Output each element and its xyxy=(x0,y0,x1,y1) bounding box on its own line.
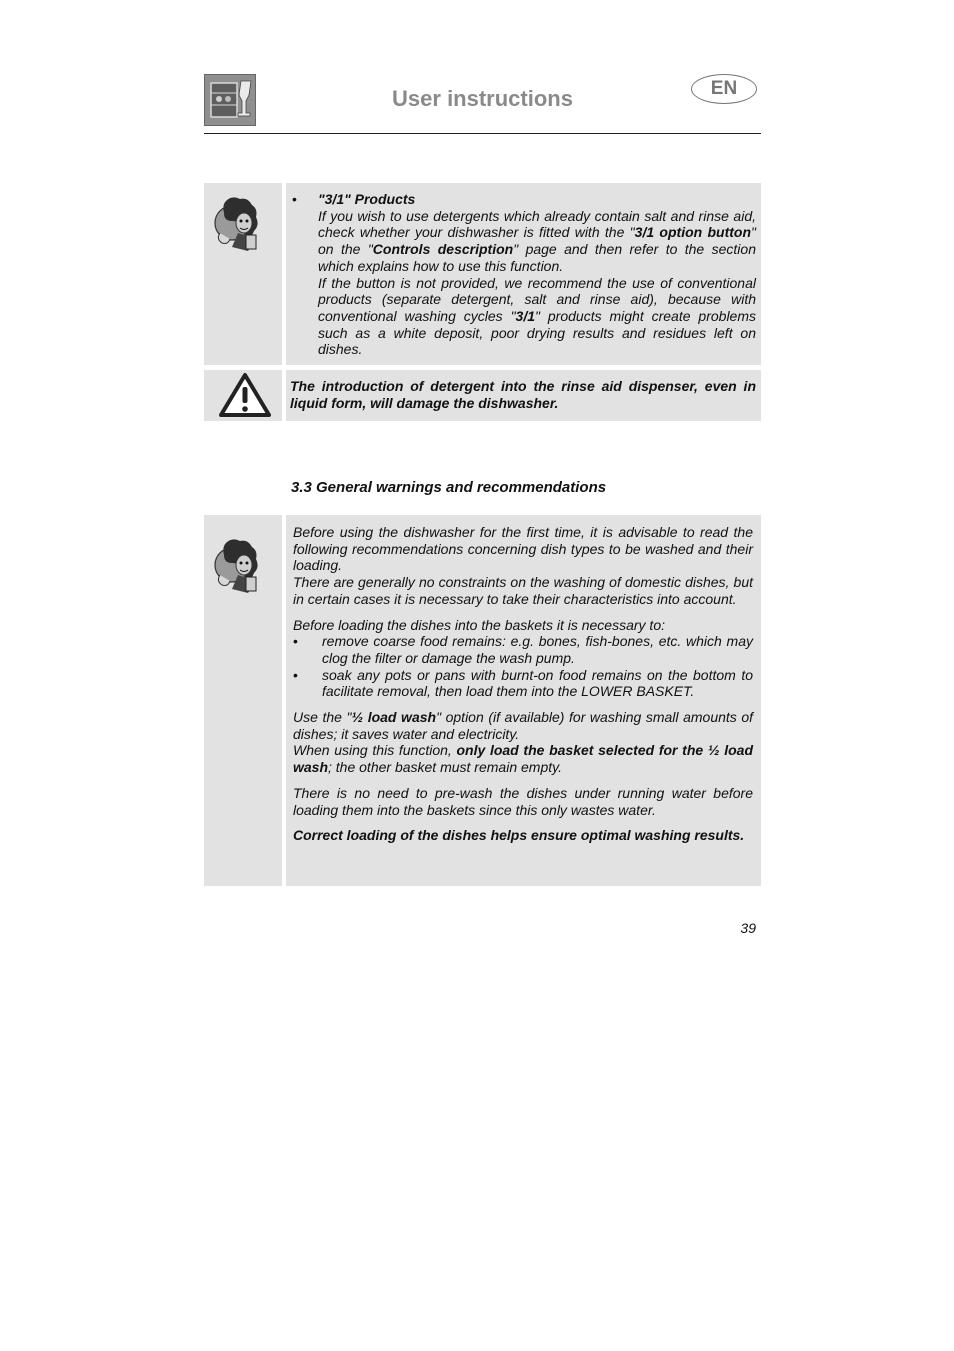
mascot-note-icon xyxy=(204,187,282,267)
general-paragraph-2: There are generally no constraints on the washing of domestic dishes, but in certain cases it is necessary to take their characteristics into account. xyxy=(293,574,753,607)
page-header xyxy=(204,72,761,134)
list-item: • remove coarse food remains: e.g. bones, fish-bones, etc. which may clog the filter or damage the wash pump. xyxy=(293,633,753,666)
general-recommendations-text xyxy=(286,515,761,886)
note-icon-cell xyxy=(204,515,282,886)
list-item: • soak any pots or pans with burnt-on food remains on the bottom to facilitate removal, then load them into the LOWER BASKET. xyxy=(293,666,753,700)
warning-triangle-icon xyxy=(218,372,272,418)
list-item xyxy=(286,191,756,358)
general-recommendations-panel xyxy=(204,515,761,886)
products-paragraph-1: If you wish to use detergents which already contain salt and rinse aid, check whether your dishwasher is fitted with the "3/1 option button" on the "Controls description" page and then refer to the section which explains how to use this function. xyxy=(318,207,756,274)
bullet-icon: • xyxy=(293,633,298,650)
products-note-panel xyxy=(204,183,761,365)
warning-icon-cell xyxy=(204,370,282,421)
products-note-text xyxy=(286,183,761,365)
general-paragraph-6: There is no need to pre-wash the dishes under running water before loading them into the baskets since this only wastes water. xyxy=(293,784,753,818)
general-paragraph-7: Correct loading of the dishes helps ensure optimal washing results. xyxy=(293,827,745,844)
section-title: 3.3 General warnings and recommendations xyxy=(291,479,607,496)
page-number: 39 xyxy=(740,920,756,936)
mascot-note-icon xyxy=(204,529,282,609)
bullet-icon: • xyxy=(293,666,298,683)
language-badge: EN xyxy=(691,74,757,104)
warning-text: The introduction of detergent into the rinse aid dispenser, even in liquid form, will damage the dishwasher. xyxy=(290,378,756,411)
products-paragraph-2: If the button is not provided, we recommend the use of conventional products (separate detergent, salt and rinse aid), because with conventional washing cycles "3/1" products might create problems such as a white deposit, poor drying results and residues left on dishes. xyxy=(318,274,756,358)
products-heading: "3/1" Products xyxy=(318,191,416,207)
header-divider xyxy=(204,133,761,134)
general-paragraph-3: Before loading the dishes into the baskets it is necessary to: xyxy=(293,616,665,633)
general-paragraph-4: Use the "½ load wash" option (if available) for washing small amounts of dishes; it saves water and electricity. xyxy=(293,709,754,742)
general-paragraph-5: When using this function, only load the basket selected for the ½ load wash; the other basket must remain empty. xyxy=(293,742,754,776)
warning-panel xyxy=(204,370,761,421)
page-title: User instructions xyxy=(392,86,573,111)
note-icon-cell xyxy=(204,183,282,365)
general-paragraph-1: Before using the dishwasher for the first time, it is advisable to read the following recommendations concerning dish types to be washed and their loading. xyxy=(293,524,753,574)
bullet-icon: • xyxy=(292,191,297,207)
warning-text-cell xyxy=(286,370,761,421)
